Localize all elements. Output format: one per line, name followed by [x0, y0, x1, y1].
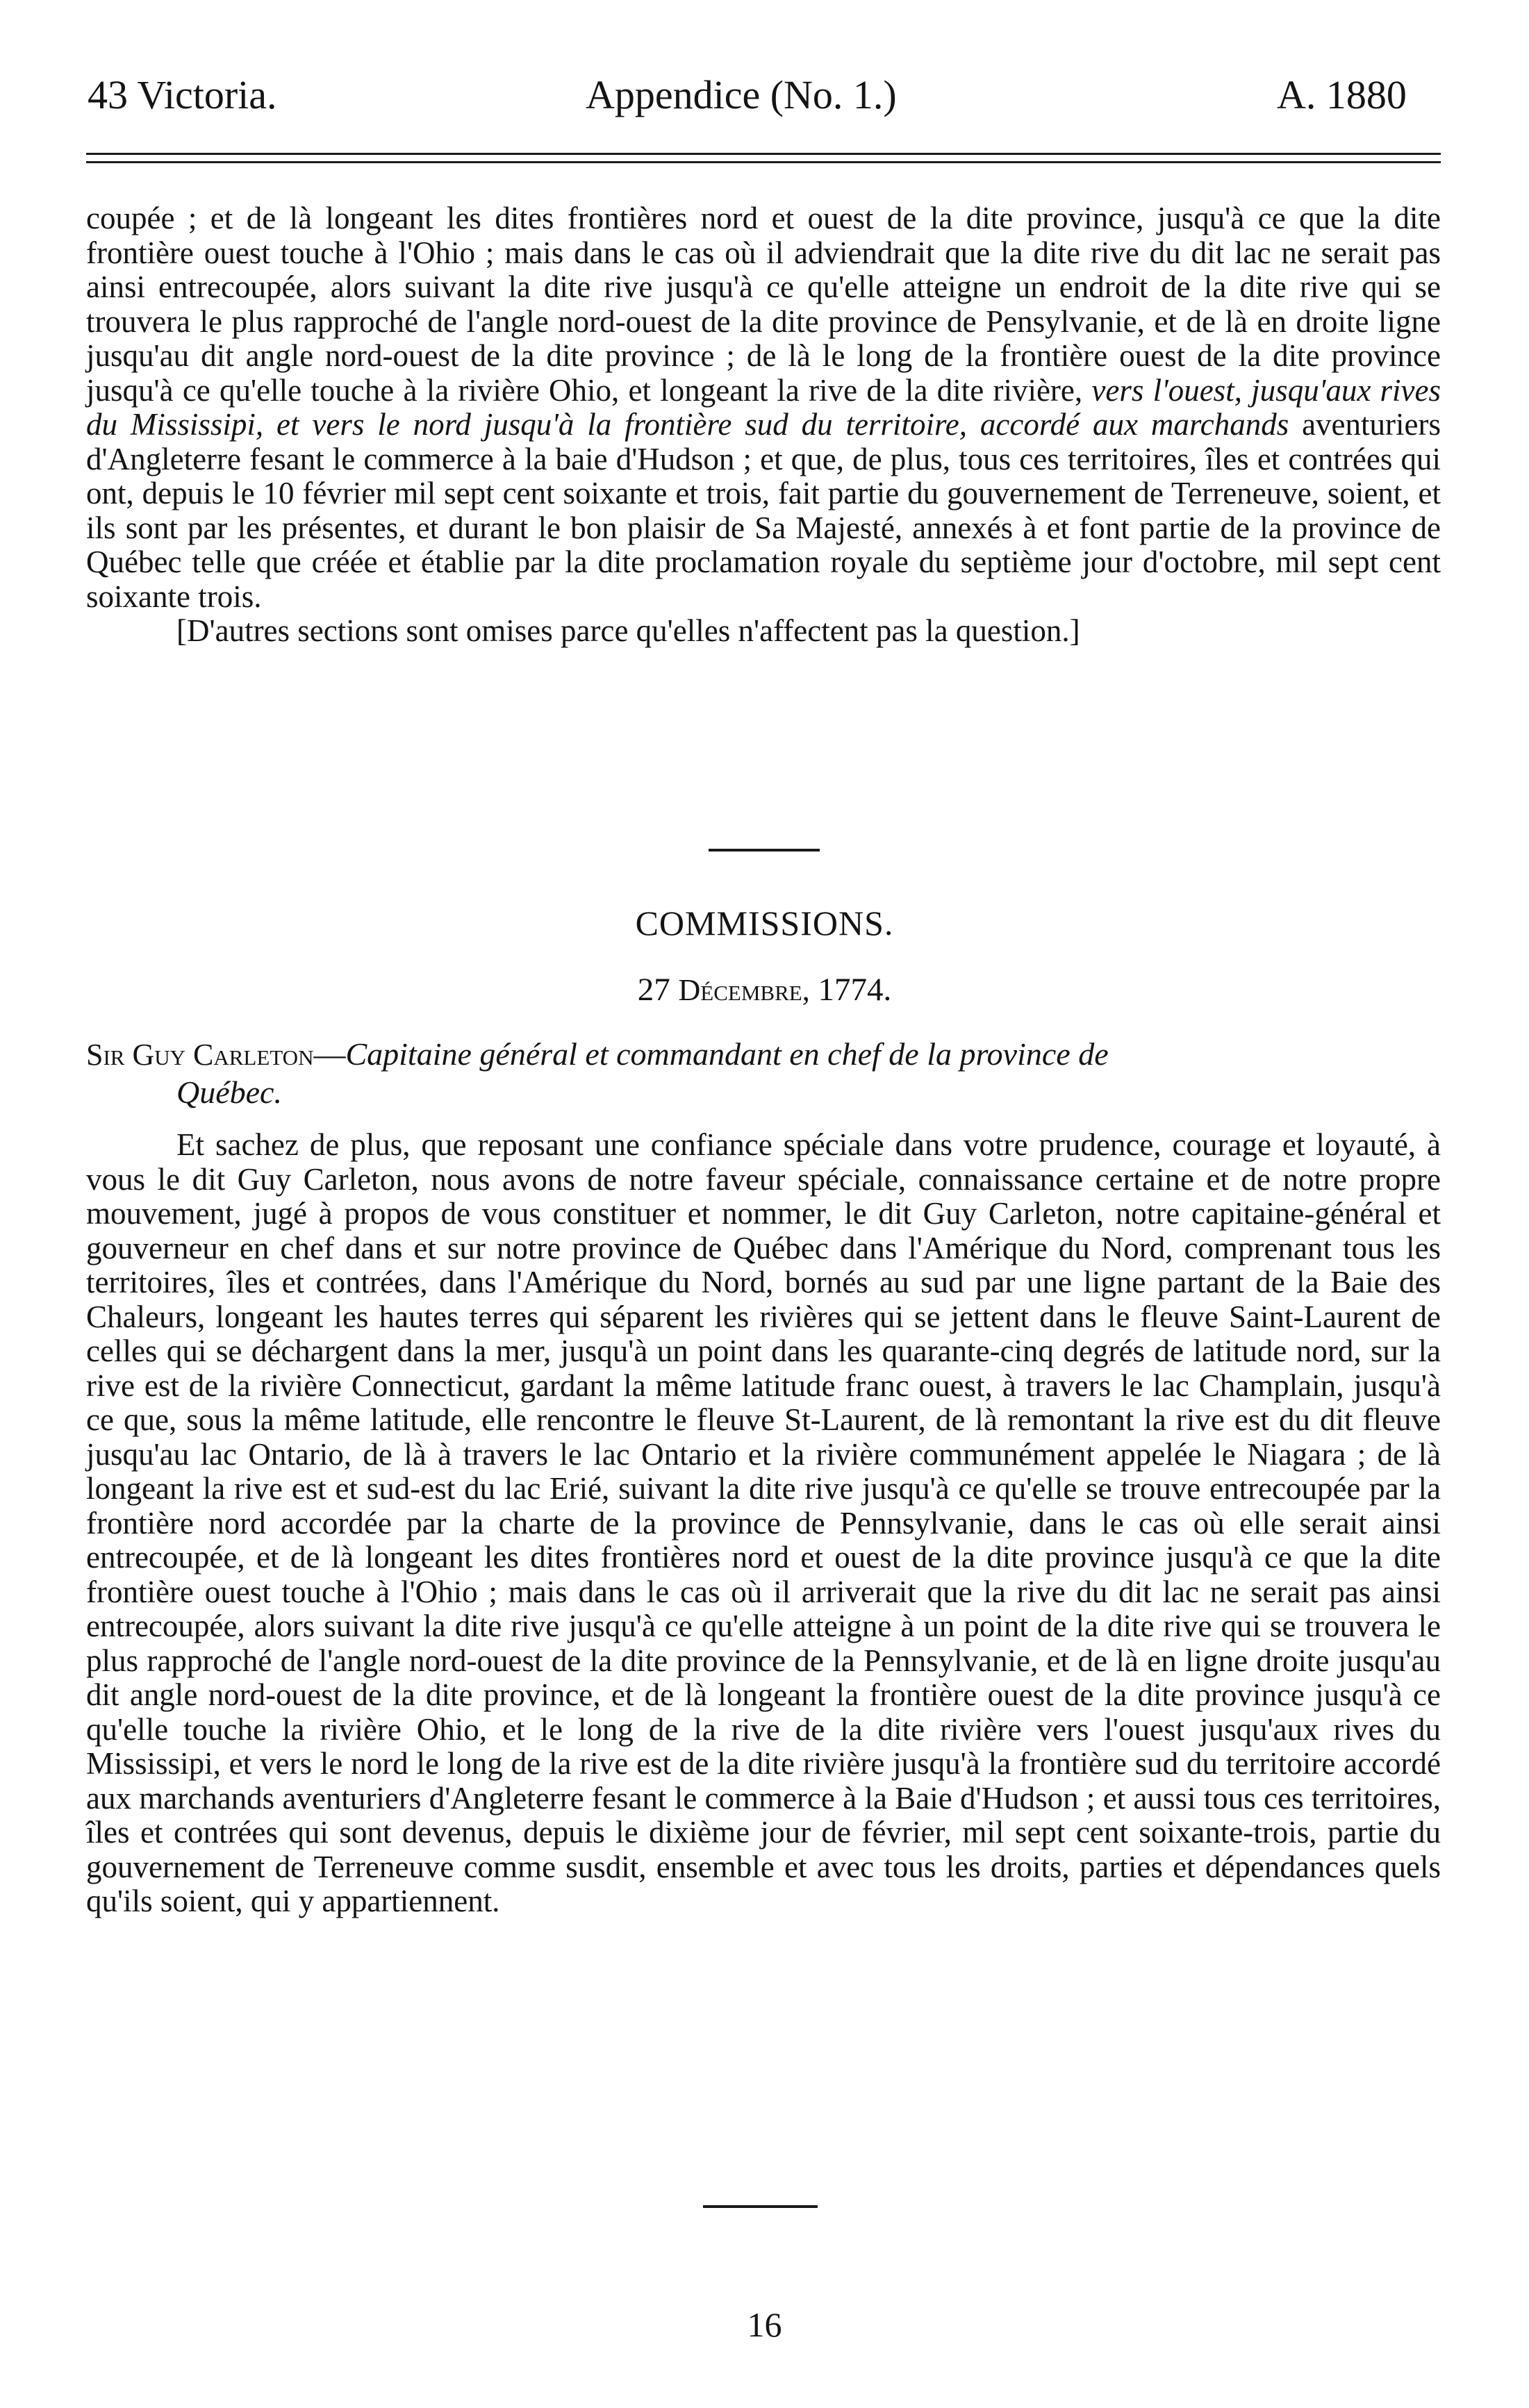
commission-title-part2: Québec.	[176, 1074, 282, 1110]
omission-note: [D'autres sections sont omises parce qu'elles n'affectent pas la question.]	[176, 613, 1080, 648]
running-header-left: 43 Victoria.	[88, 72, 277, 117]
commission-heading-line	[86, 1036, 1441, 1074]
continued-text-italic: vers l'ouest, jusqu'aux rives du Mississipi, et vers le nord jusqu'à la frontière sud du territoire, accordé aux marchands	[86, 372, 1441, 442]
commission-name: Sir Guy Carleton	[86, 1038, 314, 1072]
continued-text-a: coupée ; et de là longeant les dites frontières nord et ouest de la dite province, jusqu'à ce que la dite frontière ouest touche à l'Ohio ; mais dans le cas où il adviendrait que la dite rive du dit lac ne serait pas ainsi entrecoupée, alors suivant la dite rive jusqu'à ce qu'elle atteigne un endroit de la dite rive qui se trouvera le plus rapproché de l'angle nord-ouest de la dite province de Pensylvanie, et de là en droite ligne jusqu'au dit angle nord-ouest de la dite province ; de là le long de la frontière ouest de la dite province jusqu'à ce qu'elle touche à la rivière Ohio, et longeant la rive de la dite rivière,	[86, 201, 1441, 408]
section-divider	[709, 849, 820, 852]
commission-dash: —	[313, 1036, 346, 1072]
continued-text-b: aventuriers d'Angleterre fesant le commerce à la baie d'Hudson ; et que, de plus, tous ces territoires, îles et contrées qui ont, depuis le 10 février mil sept cent soixante et trois, fait partie du gouvernement de Terreneuve, soient, et ils sont par les présentes, et durant le bon plaisir de Sa Majesté, annexés à et font partie de la province de Québec telle que créée et établie par la dite proclamation royale du septième jour d'octobre, mil sept cent soixante trois.	[86, 407, 1441, 614]
header-rule-bottom	[86, 161, 1441, 163]
continued-paragraph	[86, 201, 1441, 614]
date-day: 27	[637, 972, 670, 1008]
section-heading: COMMISSIONS.	[635, 904, 894, 943]
section-date	[0, 971, 1529, 1008]
commission-text-block	[86, 1128, 1441, 1919]
commission-heading-continuation	[86, 1074, 1441, 1111]
running-header-right: A. 1880	[1277, 72, 1407, 117]
commission-title-part1: Capitaine général et commandant en chef de la province de	[345, 1036, 1109, 1072]
date-month: Décembre,	[678, 973, 810, 1007]
end-divider	[703, 2205, 818, 2208]
running-header-center: Appendice (No. 1.)	[586, 72, 897, 117]
commission-name-group	[86, 1036, 1109, 1074]
commission-body: Et sachez de plus, que reposant une confiance spéciale dans votre prudence, courage et loyauté, à vous le dit Guy Carleton, nous avons de notre faveur spéciale, connaissance certaine et de notre propre mouvement, jugé à propos de vous constituer et nommer, le dit Guy Carleton, notre capitaine-général et gouverneur en chef dans et sur notre province de Québec dans l'Amérique du Nord, comprenant tous les territoires, îles et contrées, dans l'Amérique du Nord, bornés au sud par une ligne partant de la Baie des Chaleurs, longeant les hautes terres qui séparent les rivières qui se jettent dans le fleuve Saint-Laurent de celles qui se déchargent dans la mer, jusqu'à un point dans les quarante-cinq degrés de latitude nord, sur la rive est de la rivière Connecticut, gardant la même latitude franc ouest, à travers le lac Champlain, jusqu'à ce que, sous la même latitude, elle rencontre le fleuve St-Laurent, de là remontant la rive est du dit fleuve jusqu'au lac Ontario, de là à travers le lac Ontario et la rivière communément appelée le Niagara ; de là longeant la rive est et sud-est du lac Erié, suivant la dite rive jusqu'à ce qu'elle se trouve entrecoupée par la frontière nord accordée par la charte de la province de Pennsylvanie, dans le cas où elle serait ainsi entrecoupée, et de là longeant les dites frontières nord et ouest de la dite province jusqu'à ce que la dite frontière ouest touche à l'Ohio ; mais dans le cas où il arriverait que la rive du dit lac ne serait pas ainsi entrecoupée, alors suivant la dite rive jusqu'à ce qu'elle atteigne à un point de la dite rive qui se trouvera le plus rapproché de l'angle nord-ouest de la dite province de la Pennsylvanie, et de là en ligne droite jusqu'au dit angle nord-ouest de la dite province, et de là longeant la frontière ouest de la dite province jusqu'à ce qu'elle touche la rivière Ohio, et le long de la rive de la dite rivière vers l'ouest jusqu'aux rives du Mississipi, et vers le nord le long de la rive est de la dite rivière jusqu'à la frontière sud du territoire accordé aux marchands aventuriers d'Angleterre fesant le commerce à la Baie d'Hudson ; et aussi tous ces territoires, îles et contrées qui sont devenus, depuis le dixième jour de février, mil sept cent soixante-trois, partie du gouvernement de Terreneuve comme susdit, ensemble et avec tous les droits, parties et dépendances quels qu'ils soient, qui y appartiennent.	[86, 1127, 1441, 1918]
continued-text-block	[86, 201, 1441, 649]
commission-heading	[86, 1036, 1441, 1111]
page-number: 16	[747, 2305, 782, 2344]
date-year: 1774.	[818, 972, 892, 1008]
header-rule-top	[86, 153, 1441, 155]
